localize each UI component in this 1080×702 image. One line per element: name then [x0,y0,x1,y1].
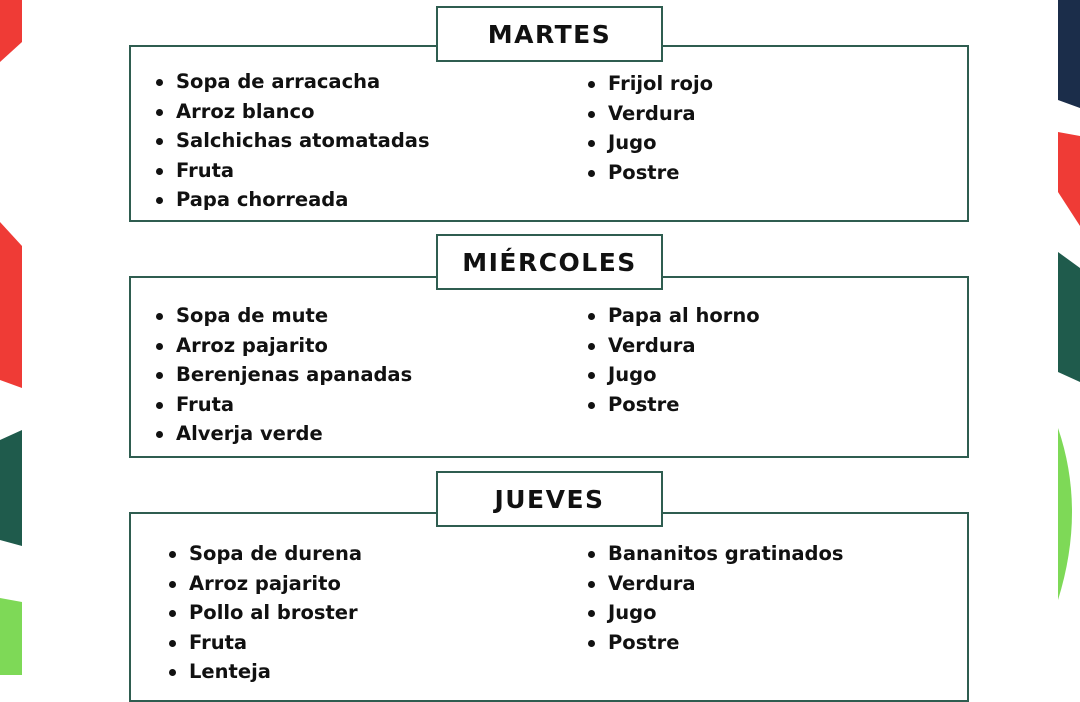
list-item: Papa al horno [588,301,760,331]
martes-right-list [588,69,713,187]
list-item: Arroz blanco [156,97,430,127]
navy-shape [1058,0,1080,108]
jueves-right-list [588,539,844,657]
list-item: Frijol rojo [588,69,713,99]
list-item: Verdura [588,569,844,599]
list-item: Arroz pajarito [156,331,412,361]
list-item: Postre [588,628,844,658]
red-shape-middle [0,222,22,388]
red-shape-top [0,0,22,62]
miercoles-left-list [156,301,412,449]
list-item: Bananitos gratinados [588,539,844,569]
dark-green-shape [0,430,22,546]
red-shape-right [1058,132,1080,226]
list-item: Fruta [156,156,430,186]
miercoles-title: MIÉRCOLES [436,234,663,290]
list-item: Fruta [156,390,412,420]
list-item: Alverja verde [156,419,412,449]
miercoles-right-list [588,301,760,419]
list-item: Sopa de mute [156,301,412,331]
list-item: Postre [588,158,713,188]
list-item: Berenjenas apanadas [156,360,412,390]
light-green-shape [0,598,22,675]
list-item: Papa chorreada [156,185,430,215]
martes-left-list [156,67,430,215]
list-item: Verdura [588,331,760,361]
list-item: Verdura [588,99,713,129]
list-item: Lenteja [169,657,362,687]
list-item: Arroz pajarito [169,569,362,599]
light-green-arc [1058,428,1072,600]
jueves-left-list [169,539,362,687]
martes-title: MARTES [436,6,663,62]
jueves-title: JUEVES [436,471,663,527]
list-item: Jugo [588,128,713,158]
list-item: Sopa de durena [169,539,362,569]
list-item: Jugo [588,360,760,390]
list-item: Fruta [169,628,362,658]
left-decoration [0,0,24,675]
right-decoration [1056,0,1080,675]
list-item: Sopa de arracacha [156,67,430,97]
list-item: Postre [588,390,760,420]
list-item: Pollo al broster [169,598,362,628]
dark-green-shape-right [1058,252,1080,382]
list-item: Jugo [588,598,844,628]
list-item: Salchichas atomatadas [156,126,430,156]
